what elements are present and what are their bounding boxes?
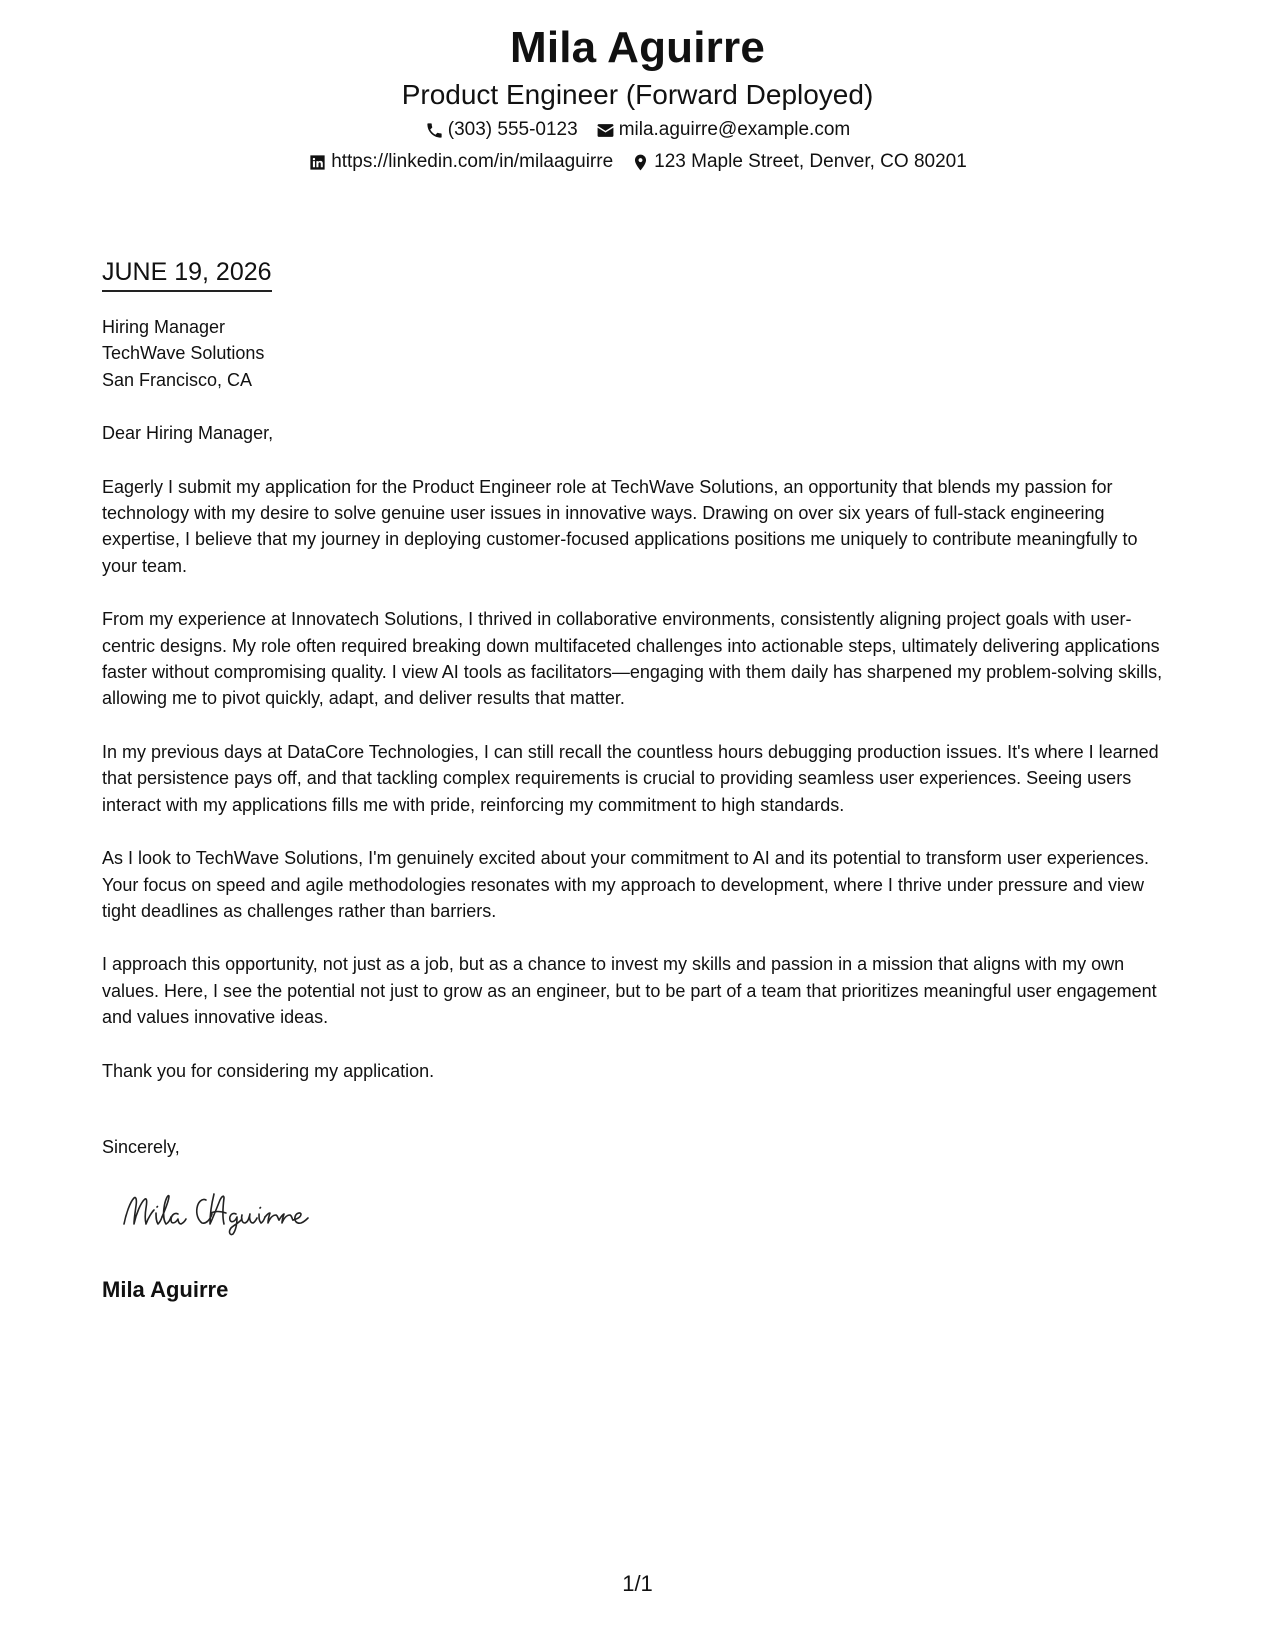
salutation: Dear Hiring Manager, xyxy=(102,423,274,444)
closing-thanks: Thank you for considering my application. xyxy=(102,1060,435,1081)
contact-row-secondary xyxy=(0,149,1275,175)
contact-address xyxy=(631,149,967,175)
linkedin-text: https://linkedin.com/in/milaaguirre xyxy=(331,151,614,172)
contact-phone xyxy=(425,117,578,143)
body-paragraph: As I look to TechWave Solutions, I'm genuinely excited about your commitment to AI and its potential to transform user experiences. Your focus on speed and agile methodologies resonates with my approach to development, where I thrive under pressure and view tight deadlines as challenges rather than barriers. xyxy=(102,848,1149,921)
linkedin-icon xyxy=(308,153,327,172)
applicant-name: Mila Aguirre xyxy=(509,23,766,72)
page-number: 1/1 xyxy=(622,1571,653,1596)
envelope-icon xyxy=(596,121,615,140)
recipient-line: TechWave Solutions xyxy=(102,343,265,364)
phone-icon xyxy=(425,121,444,140)
signed-name: Mila Aguirre xyxy=(102,1277,229,1302)
contact-linkedin xyxy=(308,149,613,175)
signoff: Sincerely, xyxy=(102,1136,180,1157)
letter-header xyxy=(0,20,1275,175)
body-paragraph: I approach this opportunity, not just as a job, but as a chance to invest my skills and passion in a mission that aligns with my own values. Here, I see the potential not just to grow as an engineer, but to be part of a team that prioritizes meaningful user engagement and values innovative ideas. xyxy=(102,954,1157,1028)
contact-row-primary xyxy=(0,117,1275,143)
handwritten-signature xyxy=(118,1186,348,1236)
recipient-line: San Francisco, CA xyxy=(102,369,253,390)
applicant-title: Product Engineer (Forward Deployed) xyxy=(401,79,874,110)
recipient-block xyxy=(102,314,1177,393)
map-marker-icon xyxy=(631,153,650,172)
body-paragraph: Eagerly I submit my application for the Product Engineer role at TechWave Solutions, an opportunity that blends my passion for technology with my desire to solve genuine user issues in innovative ways. Drawing on over six years of full-stack engineering expertise, I believe that my journey in deploying customer-focused applications positions me uniquely to contribute meaningfully to your team. xyxy=(102,476,1138,576)
body-paragraph: From my experience at Innovatech Solutions, I thrived in collaborative environments, consistently aligning project goals with user-centric designs. My role often required breaking down multifaceted challenges into actionable steps, ultimately delivering applications faster without compromising quality. I view AI tools as facilitators—engaging with them daily has sharpened my problem-solving skills, allowing me to pivot quickly, adapt, and deliver results that matter. xyxy=(102,609,1163,709)
recipient-line: Hiring Manager xyxy=(102,317,226,337)
phone-text: (303) 555-0123 xyxy=(447,119,578,140)
email-text: mila.aguirre@example.com xyxy=(618,119,851,140)
letter-body xyxy=(102,314,1177,1160)
contact-email xyxy=(596,117,851,143)
body-paragraph: In my previous days at DataCore Technologies, I can still recall the countless hours debugging production issues. It's where I learned that persistence pays off, and that tackling complex requirements is crucial to providing seamless user experiences. Seeing users interact with my applications fills me with pride, reinforcing my commitment to high standards. xyxy=(102,741,1159,815)
address-text: 123 Maple Street, Denver, CO 80201 xyxy=(654,151,967,172)
letter-date: JUNE 19, 2026 xyxy=(102,256,272,292)
